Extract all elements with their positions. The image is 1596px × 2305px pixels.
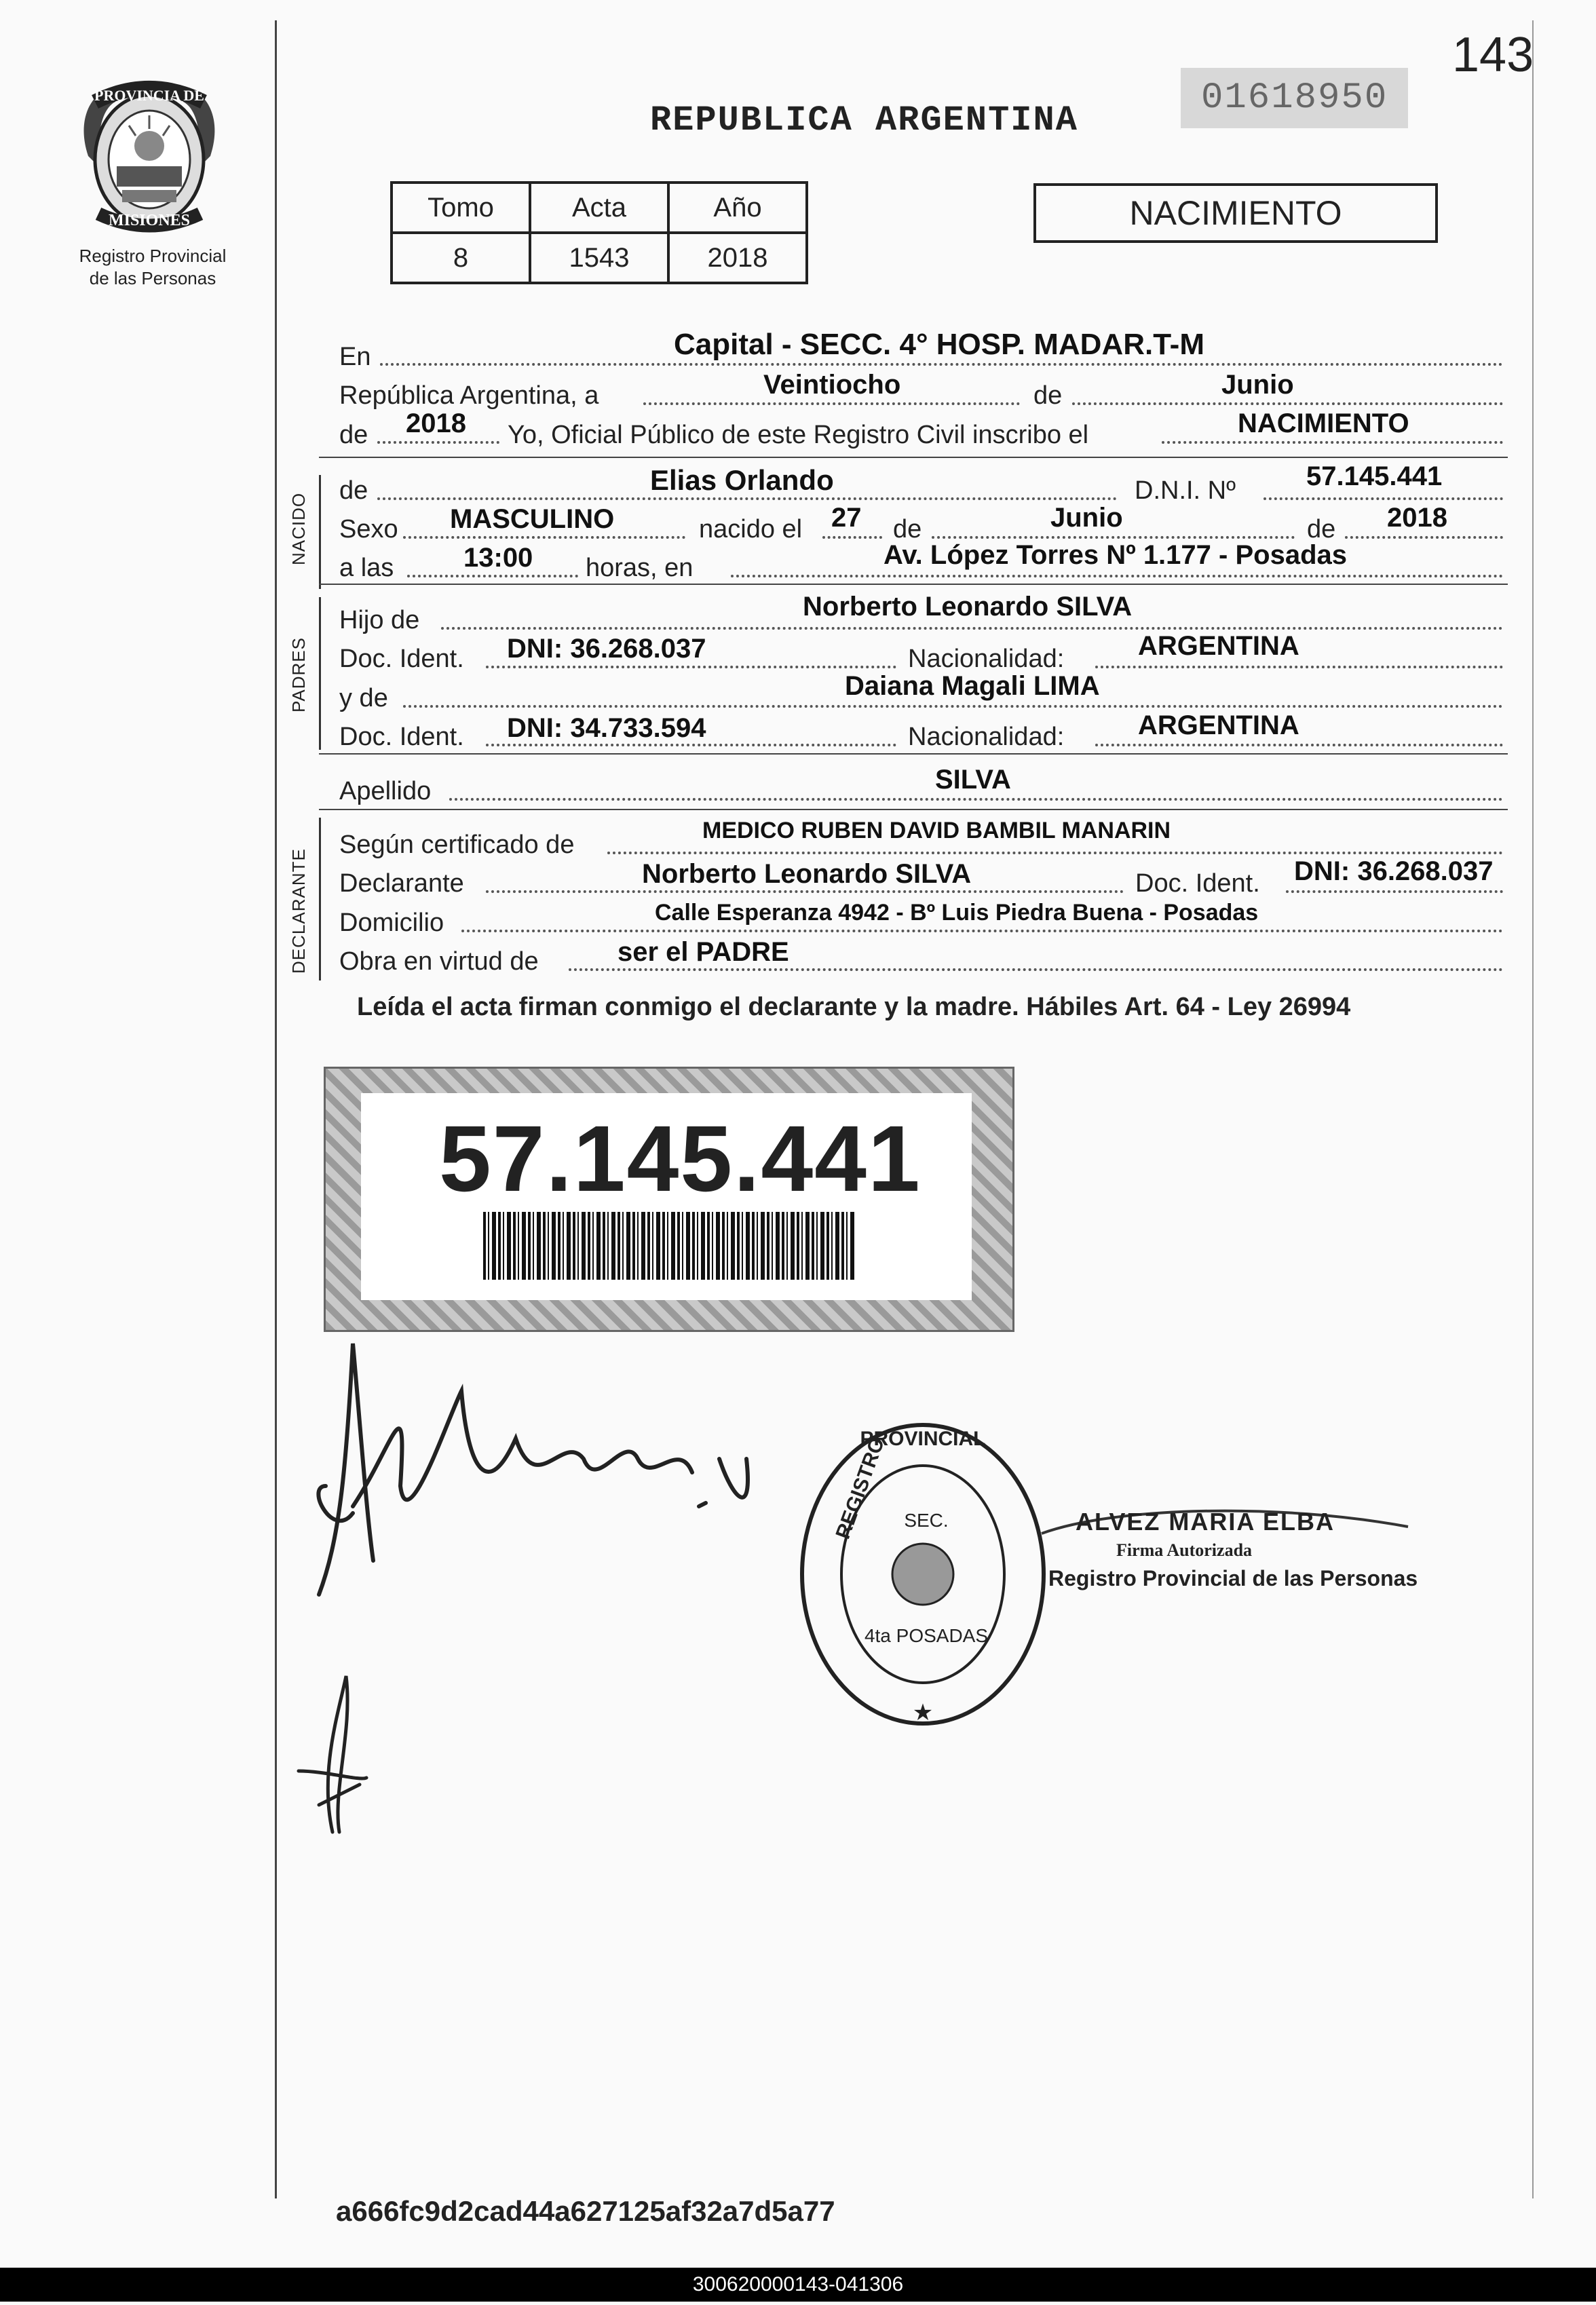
born-year-dots [1345, 536, 1503, 539]
seal-inner-top: SEC. [904, 1510, 949, 1531]
id-sticker-inner [361, 1093, 972, 1300]
domicile-label: Domicilio [339, 909, 444, 937]
document-type: NACIMIENTO [1129, 194, 1342, 232]
padres-bracket [319, 597, 321, 750]
mother-dots [403, 705, 1503, 708]
place-label: En [339, 343, 371, 371]
left-margin-line [275, 20, 277, 2198]
father-dots [441, 627, 1503, 630]
surname-dots [449, 798, 1503, 801]
mother-nat-label: Nacionalidad: [908, 723, 1065, 751]
section-label-padres: PADRES [288, 637, 309, 712]
child-name: Elias Orlando [650, 464, 834, 496]
father-doc-dots [486, 666, 896, 668]
born-de1: de [893, 515, 922, 544]
child-dni: 57.145.441 [1306, 461, 1443, 491]
birth-month: Junio [1050, 503, 1123, 533]
footer-code: 300620000143-041306 [692, 2273, 904, 2296]
closing-text: Leída el acta firman conmigo el declarante y la madre. Hábiles Art. 64 - Ley 26994 [357, 993, 1351, 1021]
registry-round-seal [794, 1418, 1052, 1730]
mother-signature [292, 1669, 387, 1839]
event-dots [1162, 441, 1503, 444]
registration-statement: Yo, Oficial Público de este Registro Civil inscribo el [508, 421, 1089, 449]
obra-reason: ser el PADRE [618, 937, 789, 967]
surname: SILVA [935, 765, 1011, 795]
declarant-label: Declarante [339, 869, 464, 898]
obra-label: Obra en virtud de [339, 947, 539, 976]
province-logo [68, 75, 231, 237]
id-number: 57.145.441 [439, 1107, 922, 1211]
birth-day: 27 [831, 503, 862, 533]
org-name-line1: Registro Provincial [79, 246, 227, 266]
section-divider-top [319, 457, 1508, 458]
time-label: a las [339, 554, 394, 582]
born-day-dots [822, 536, 882, 539]
surname-label: Apellido [339, 777, 432, 805]
date-day: Veintiocho [763, 370, 901, 400]
birth-year: 2018 [1387, 503, 1447, 533]
svg-text:REGISTRO: REGISTRO [831, 1434, 890, 1542]
domicile: Calle Esperanza 4942 - Bº Luis Piedra Buena - Posadas [655, 900, 1259, 926]
seal-inner-bottom: 4ta POSADAS [864, 1625, 989, 1646]
registry-table [390, 181, 808, 284]
mother-doc-label: Doc. Ident. [339, 723, 464, 751]
cert-label: Según certificado de [339, 831, 575, 859]
org-name-line2: de las Personas [89, 268, 216, 288]
father-doc: DNI: 36.268.037 [507, 634, 706, 664]
born-de2: de [1307, 515, 1336, 544]
registry-value-acta: 1543 [530, 233, 668, 283]
domicile-dots [461, 930, 1503, 932]
document-header-title: REPUBLICA ARGENTINA [650, 100, 1078, 140]
svg-text:PROVINCIA DE: PROVINCIA DE [94, 87, 204, 104]
document-hash: a666fc9d2cad44a627125af32a7d5a77 [336, 2195, 835, 2227]
born-month-dots [932, 536, 1295, 539]
document-type-box [1033, 183, 1438, 243]
birth-address: Av. López Torres Nº 1.177 - Posadas [884, 540, 1347, 570]
registry-header-acta: Acta [530, 183, 668, 233]
mother-doc: DNI: 34.733.594 [507, 713, 706, 743]
registry-header-tomo: Tomo [392, 183, 530, 233]
obra-dots [569, 968, 1503, 971]
section-divider-padres [319, 584, 1508, 585]
stamp-line2: Firma Autorizada [1116, 1540, 1253, 1560]
barcode [483, 1212, 856, 1280]
date-label-de: de [1033, 381, 1063, 410]
stamp-name: ALVEZ MARIA ELBA [1076, 1508, 1335, 1536]
section-divider-declarante [319, 809, 1508, 810]
svg-text:PROVINCIAL: PROVINCIAL [860, 1428, 986, 1450]
sex-label: Sexo [339, 515, 398, 544]
footer-bar [0, 2268, 1596, 2302]
misiones-crest-icon [68, 75, 231, 237]
id-sticker [324, 1067, 1014, 1332]
svg-text:MISIONES: MISIONES [108, 212, 191, 229]
place-dots [380, 363, 1503, 366]
father-nat-label: Nacionalidad: [908, 645, 1065, 673]
father-nat-dots [1095, 666, 1503, 668]
registration-year: 2018 [406, 408, 466, 438]
father-name: Norberto Leonardo SILVA [803, 592, 1133, 622]
registration-event: NACIMIENTO [1238, 408, 1409, 438]
born-label: nacido el [699, 515, 803, 544]
stamp-line3: Registro Provincial de las Personas [1048, 1566, 1418, 1590]
birth-time: 13:00 [463, 543, 533, 573]
year-label-de: de [339, 421, 368, 449]
section-label-nacido: NACIDO [288, 492, 309, 565]
day-dots [643, 402, 1020, 405]
registry-value-tomo: 8 [392, 233, 530, 283]
child-dni-label: D.N.I. Nº [1135, 476, 1236, 505]
declarante-bracket [319, 818, 321, 980]
mother-nationality: ARGENTINA [1138, 710, 1299, 740]
page-number: 143 [1452, 28, 1534, 82]
birth-address-dots [731, 575, 1503, 577]
declarant-doc-dots [1286, 890, 1503, 893]
declarant-doc-label: Doc. Ident. [1135, 869, 1260, 898]
date-label-a: República Argentina, a [339, 381, 599, 410]
serial-stamp: 01618950 [1181, 68, 1408, 128]
child-sex: MASCULINO [450, 504, 615, 534]
declarant-dots [486, 890, 1124, 893]
father-doc-label: Doc. Ident. [339, 645, 464, 673]
section-label-declarante: DECLARANTE [288, 848, 309, 974]
place-value: Capital - SECC. 4° HOSP. MADAR.T-M [674, 328, 1204, 361]
registry-header-ano: Año [668, 183, 807, 233]
mother-nat-dots [1095, 744, 1503, 746]
child-dni-dots [1264, 497, 1503, 500]
sex-dots [403, 536, 685, 539]
section-divider-apellido [319, 753, 1508, 755]
hours-label: horas, en [586, 554, 694, 582]
declarant-signature [312, 1337, 774, 1608]
certificate-issuer: MEDICO RUBEN DAVID BAMBIL MANARIN [702, 818, 1171, 843]
seal-icon [794, 1418, 1052, 1730]
month-dots [1072, 402, 1503, 405]
year-dots [377, 441, 499, 444]
date-month: Junio [1221, 370, 1294, 400]
time-dots [407, 575, 578, 577]
father-label: Hijo de [339, 606, 420, 634]
cert-dots [607, 852, 1503, 854]
mother-name: Daiana Magali LIMA [845, 671, 1100, 701]
registry-value-ano: 2018 [668, 233, 807, 283]
svg-text:★: ★ [912, 1700, 934, 1726]
declarant-doc: DNI: 36.268.037 [1294, 856, 1494, 886]
child-name-label: de [339, 476, 368, 505]
child-name-dots [377, 497, 1117, 500]
declarant-name: Norberto Leonardo SILVA [642, 859, 972, 889]
right-margin-line [1532, 20, 1534, 2198]
mother-label: y de [339, 684, 388, 712]
father-nationality: ARGENTINA [1138, 631, 1299, 661]
mother-doc-dots [486, 744, 896, 746]
nacido-bracket [319, 475, 321, 589]
